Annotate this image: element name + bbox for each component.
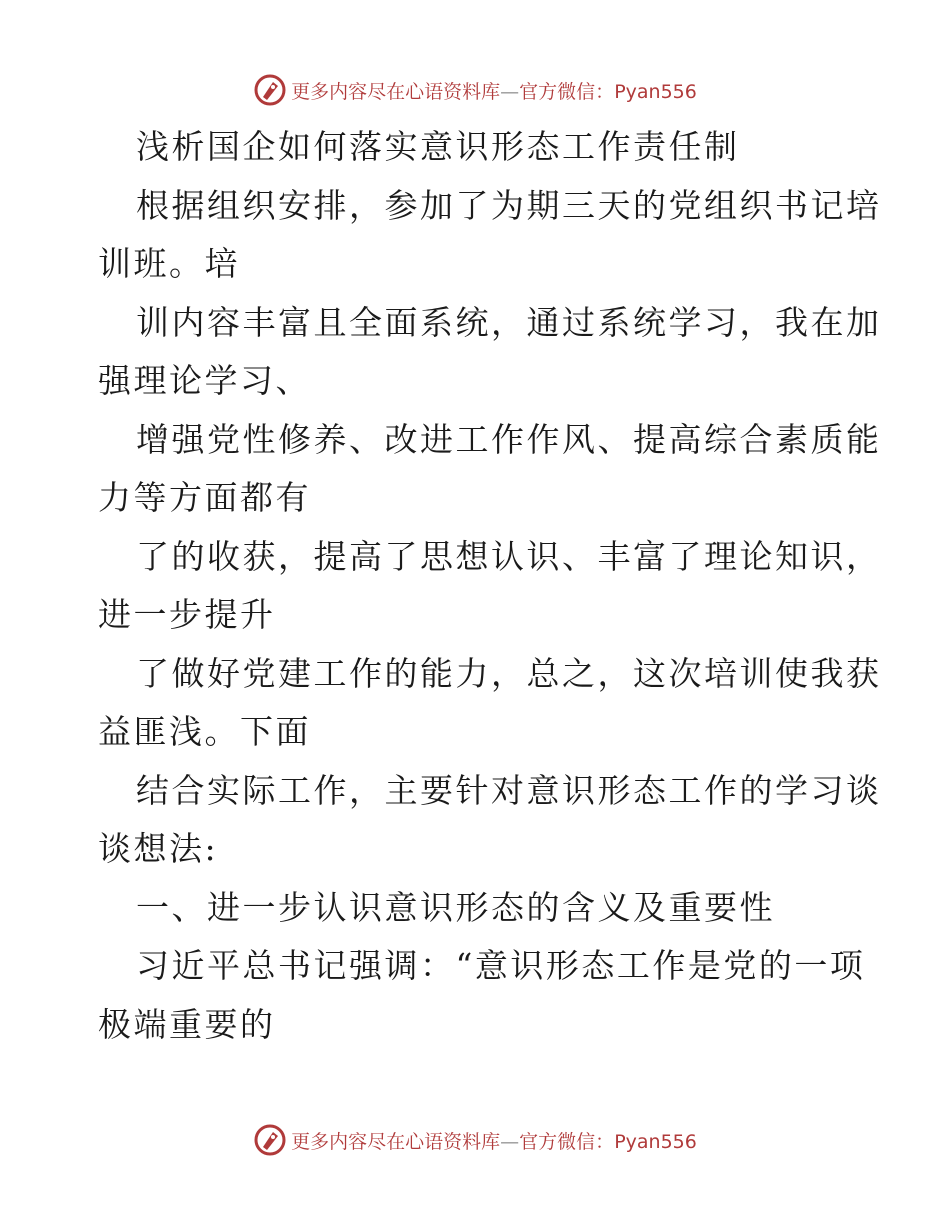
header-banner-text [291,77,697,104]
footer-banner-id: Pyan556 [614,1130,697,1153]
paragraph-line: 根据组织安排，参加了为期三天的党组织书记培 [136,185,882,225]
paragraph-line: 了做好党建工作的能力，总之，这次培训使我获 [136,653,882,693]
paragraph-line: 增强党性修养、改进工作作风、提高综合素质能 [136,419,882,459]
paragraph-line: 益匪浅。下面 [98,712,311,751]
footer-banner-main: 更多内容尽在心语资料库 [291,1130,501,1153]
paragraph-line: 一、进一步认识意识形态的含义及重要性 [136,887,775,927]
footer-banner-separator: — [500,1130,520,1153]
paragraph-line: 谈想法: [98,829,219,868]
paragraph-line: 力等方面都有 [98,478,311,517]
footer-banner-text [291,1127,697,1154]
paragraph-line: 结合实际工作，主要针对意识形态工作的学习谈 [136,770,882,810]
paragraph-line: 训班。培 [98,244,240,283]
paragraph-line: 训内容丰富且全面系统，通过系统学习，我在加 [136,302,882,342]
pen-nib-circle-icon [253,73,287,107]
paragraph-line: 极端重要的 [98,1004,276,1044]
header-banner-separator: — [500,80,520,103]
header-banner [0,70,950,110]
paragraph-line: 进一步提升 [98,595,276,634]
header-banner-main: 更多内容尽在心语资料库 [291,80,501,103]
paragraph-line: 强理论学习、 [98,361,311,400]
header-banner-official: 官方微信： [519,80,615,103]
footer-banner-official: 官方微信： [519,1130,615,1153]
header-banner-id: Pyan556 [614,80,697,103]
footer-banner [0,1120,950,1160]
document-body [98,118,882,1054]
paragraph-line: 习近平总书记强调：“意识形态工作是党的一项 [136,946,866,985]
pen-nib-circle-icon [253,1123,287,1157]
paragraph-line: 了的收获，提高了思想认识、丰富了理论知识， [136,536,882,576]
document-title: 浅析国企如何落实意识形态工作责任制 [136,127,740,166]
